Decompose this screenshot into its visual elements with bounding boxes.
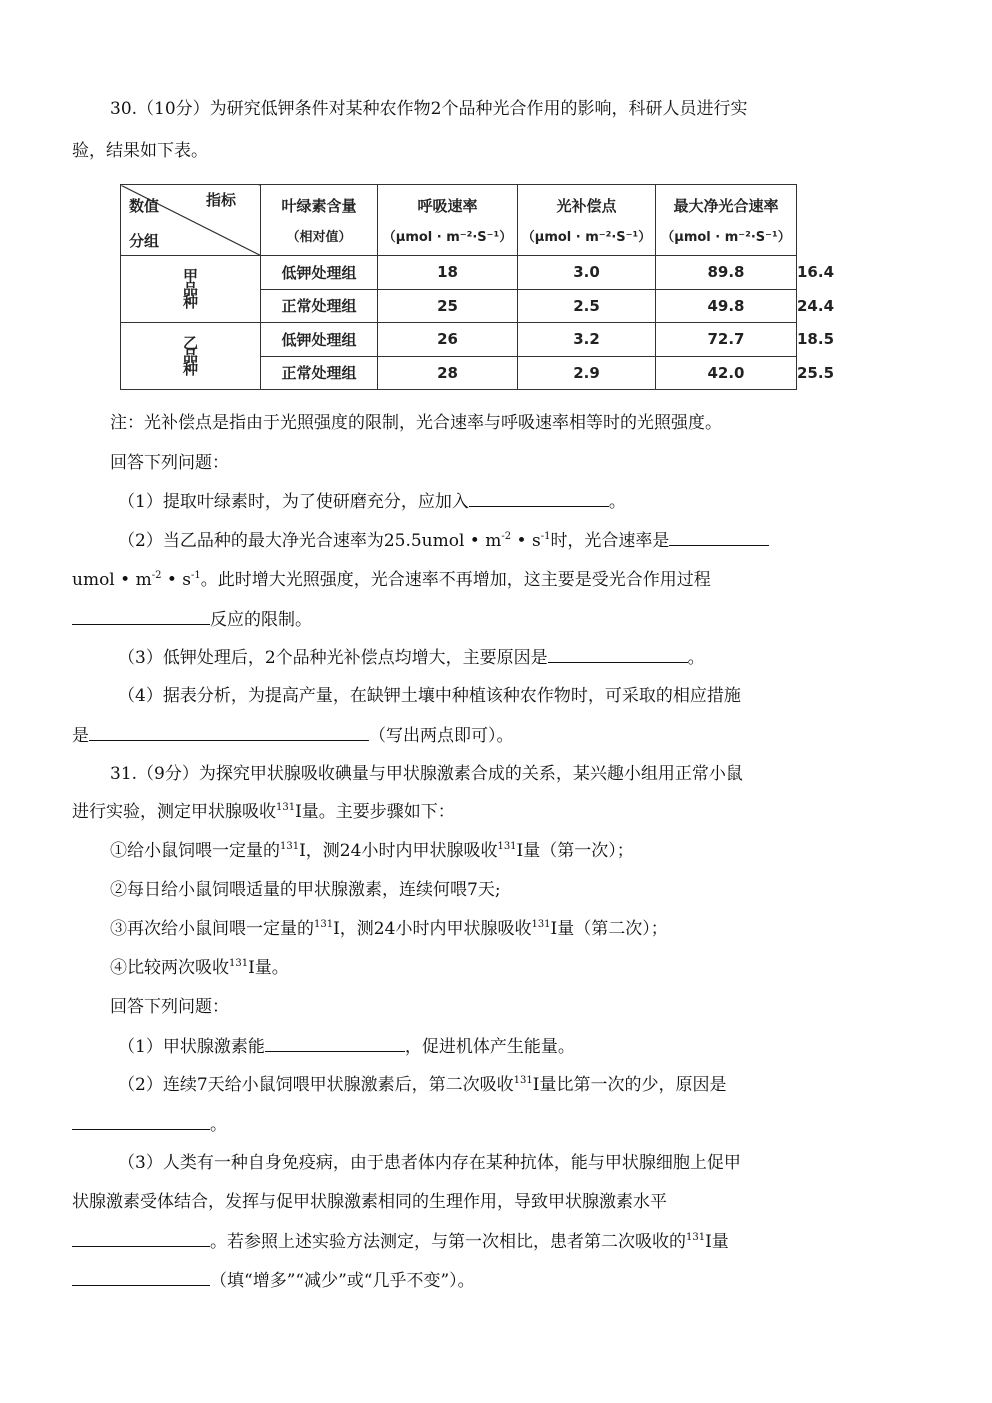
row-label: 低钾处理组 — [261, 256, 378, 290]
answer-blank[interactable] — [72, 1269, 210, 1286]
answer-blank[interactable] — [548, 646, 688, 663]
group-a-label: 甲品种 — [121, 256, 261, 323]
q30-note: 注：光补偿点是指由于光照强度的限制，光合速率与呼吸速率相等时的光照强度。 — [110, 413, 722, 433]
answer-blank[interactable] — [72, 1113, 210, 1130]
q30-sub3: （3）低钾处理后，2个品种光补偿点均增大，主要原因是 。 — [118, 648, 705, 668]
data-table — [120, 184, 835, 390]
col-header-respiration: 呼吸速率 （μmol · m⁻²·S⁻¹） — [378, 185, 518, 256]
q30-sub4-line2: 是 （写出两点即可）。 — [72, 726, 514, 746]
q31-sub3-line3: 。若参照上述实验方法测定，与第一次相比，患者第二次吸收的$^{131}$I量 — [72, 1230, 729, 1254]
q30-sub2-line3: 反应的限制。 — [72, 608, 312, 632]
cell: 2.5 — [518, 289, 656, 323]
cell: 72.7 — [656, 323, 797, 357]
q31-sub3-line4: （填“增多”“减少”或“几乎不变”）。 — [72, 1269, 475, 1293]
group-b-label: 乙品种 — [121, 323, 261, 390]
q31-sub3-line2: 状腺激素受体结合，发挥与促甲状腺激素相同的生理作用，导致甲状腺激素水平 — [72, 1192, 667, 1212]
cell: 49.8 — [656, 289, 797, 323]
row-label: 正常处理组 — [261, 289, 378, 323]
table-header-row — [121, 185, 797, 256]
q31-sub1: （1）甲状腺激素能 ，促进机体产生能量。 — [118, 1037, 575, 1057]
table-row: 甲品种 低钾处理组 18 3.0 89.8 16.4 — [121, 256, 797, 290]
row-label: 正常处理组 — [261, 356, 378, 390]
q31-stem-line1: 31.（9分）为探究甲状腺吸收碘量与甲状腺激素合成的关系，某兴趣小组用正常小鼠 — [110, 764, 743, 784]
cell: 25 — [378, 289, 518, 323]
q31-sub3-line1: （3）人类有一种自身免疫病，由于患者体内存在某种抗体，能与甲状腺细胞上促甲 — [118, 1153, 741, 1173]
q30-sub2-line2: umol • $m^{-2}$ • $s^{-1}$。此时增大光照强度，光合速率不再增加，这主要是受光合作用过程 — [72, 570, 711, 590]
q31-stem-line2: 进行实验，测定甲状腺吸收$^{131}$I量。主要步骤如下： — [72, 802, 455, 822]
q31-answer-prompt: 回答下列问题： — [110, 997, 229, 1017]
cell: 3.2 — [518, 323, 656, 357]
q30-sub1: （1）提取叶绿素时，为了使研磨充分，应加入 。 — [118, 492, 626, 512]
answer-blank[interactable] — [469, 490, 609, 507]
answer-blank[interactable] — [265, 1035, 405, 1052]
cell: 42.0 — [656, 356, 797, 390]
cell: 2.9 — [518, 356, 656, 390]
table-corner-cell — [121, 185, 261, 256]
row-label: 低钾处理组 — [261, 323, 378, 357]
cell: 3.0 — [518, 256, 656, 290]
cell: 28 — [378, 356, 518, 390]
col-header-compensation: 光补偿点 （μmol · m⁻²·S⁻¹） — [518, 185, 656, 256]
q30-stem-line1: 30.（10分）为研究低钾条件对某种农作物2个品种光合作用的影响，科研人员进行实 — [110, 99, 748, 119]
cell: 89.8 — [656, 256, 797, 290]
q31-step4: ④比较两次吸收$^{131}$I量。 — [110, 958, 289, 978]
q31-step3: ③再次给小鼠间喂一定量的$^{131}$I，测24小时内甲状腺吸收$^{131}$I量（第二次）； — [110, 919, 668, 939]
table-row: 乙品种 低钾处理组 26 3.2 72.7 18.5 — [121, 323, 797, 357]
corner-indicator-label: 指标 — [205, 191, 236, 209]
answer-blank[interactable] — [72, 1230, 210, 1247]
q31-sub2-line2: 。 — [72, 1113, 227, 1137]
answer-blank[interactable] — [89, 724, 369, 741]
col-header-chlorophyll: 叶绿素含量 （相对值） — [261, 185, 378, 256]
cell: 18 — [378, 256, 518, 290]
q30-sub2-line1: （2）当乙品种的最大净光合速率为25.5umol • $m^{-2}$ • $s^{-1}$时，光合速率是 — [118, 529, 769, 553]
corner-value-label: 数值 — [129, 197, 160, 215]
table-row: 正常处理组 28 2.9 42.0 25.5 — [121, 356, 797, 390]
answer-blank[interactable] — [669, 529, 769, 546]
table-row: 正常处理组 25 2.5 49.8 24.4 — [121, 289, 797, 323]
cell: 26 — [378, 323, 518, 357]
corner-group-label: 分组 — [129, 232, 160, 250]
q30-answer-prompt: 回答下列问题： — [110, 453, 229, 473]
q30-stem-line2: 验，结果如下表。 — [72, 141, 208, 161]
answer-blank[interactable] — [72, 608, 210, 625]
col-header-max-net-rate: 最大净光合速率 （μmol · m⁻²·S⁻¹） — [656, 185, 797, 256]
q31-step2: ②每日给小鼠饲喂适量的甲状腺激素，连续何喂7天; — [110, 880, 501, 900]
q31-sub2-line1: （2）连续7天给小鼠饲喂甲状腺激素后，第二次吸收$^{131}$I量比第一次的少，原因是 — [118, 1075, 727, 1095]
q30-sub4-line1: （4）据表分析，为提高产量，在缺钾土壤中种植该种农作物时，可采取的相应措施 — [118, 686, 741, 706]
q31-step1: ①给小鼠饲喂一定量的$^{131}$I，测24小时内甲状腺吸收$^{131}$I量（第一次）； — [110, 841, 634, 861]
